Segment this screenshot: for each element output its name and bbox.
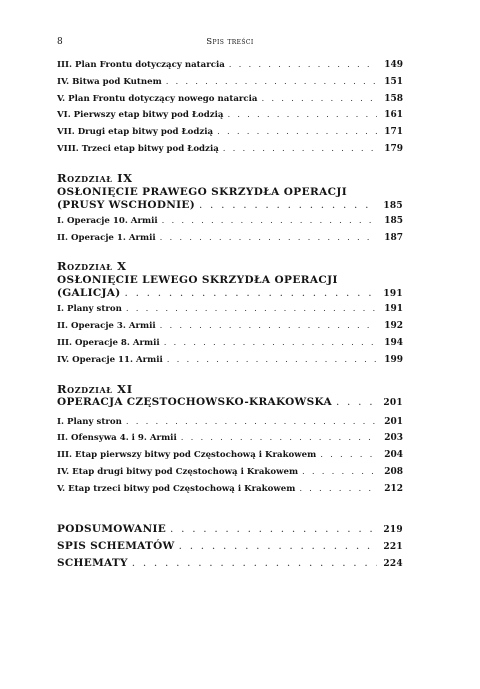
chapter-heading: Rozdział IX (57, 170, 133, 185)
dot-leader (126, 304, 377, 314)
toc-entry[interactable] (57, 450, 403, 467)
toc-entry-page: 201 (384, 416, 403, 427)
chapter-title-cont: (PRUSY WSCHODNIE) (57, 198, 195, 211)
toc-entry-page: 224 (383, 558, 403, 569)
chapter-title: OPERACJA CZĘSTOCHOWSKO-KRAKOWSKA (57, 395, 332, 408)
toc-entry-label: V. Plan Frontu dotyczący nowego natarcia (57, 93, 258, 104)
toc-entry-page: 185 (383, 200, 403, 211)
toc-entry[interactable] (57, 484, 403, 501)
toc-entry-label: IV. Operacje 11. Armii (57, 354, 163, 365)
toc-entry-page: 201 (383, 397, 403, 408)
toc-entry-page: 199 (384, 354, 403, 365)
toc-entry[interactable] (57, 467, 403, 484)
dot-leader (227, 110, 377, 120)
dot-leader (217, 127, 377, 137)
dot-leader (164, 338, 377, 348)
toc-entry[interactable] (57, 304, 403, 321)
chapter-heading: Rozdział XI (57, 381, 133, 396)
toc-backmatter-entry[interactable] (57, 557, 403, 574)
toc-entry[interactable] (57, 321, 403, 338)
toc-entry-label: VII. Drugi etap bitwy pod Łodzią (57, 127, 214, 138)
table-of-contents (57, 60, 403, 574)
toc-entry-page: 192 (384, 321, 403, 332)
toc-entry-page: 203 (384, 433, 403, 444)
dot-leader (132, 557, 377, 569)
toc-entry-page: 219 (383, 524, 403, 535)
dot-leader (162, 216, 377, 226)
chapter-title: OSŁONIĘCIE PRAWEGO SKRZYDŁA OPERACJI (57, 185, 348, 198)
toc-entry-label: SPIS SCHEMATÓW (57, 539, 175, 552)
toc-entry-label: VIII. Trzeci etap bitwy pod Łodzią (57, 143, 219, 154)
toc-entry-page: 171 (384, 127, 403, 138)
toc-entry-label: SCHEMATY (57, 556, 128, 569)
dot-leader (199, 199, 377, 211)
toc-entry[interactable] (57, 433, 403, 450)
toc-entry[interactable] (57, 60, 403, 77)
toc-entry-page: 149 (384, 60, 403, 70)
toc-chapter-entry[interactable] (57, 396, 403, 413)
dot-leader (320, 450, 377, 460)
toc-entry-page: 191 (383, 289, 403, 300)
dot-leader (336, 396, 377, 408)
toc-entry-label: II. Ofensywa 4. i 9. Armii (57, 433, 177, 444)
toc-entry[interactable] (57, 110, 403, 127)
dot-leader (181, 433, 377, 443)
toc-entry-label: III. Plan Frontu dotyczący natarcia (57, 60, 225, 70)
chapter-heading: Rozdział X (57, 259, 127, 274)
toc-entry[interactable] (57, 144, 403, 161)
dot-leader (167, 355, 377, 365)
dot-leader (170, 523, 377, 535)
toc-entry-page: 185 (384, 215, 403, 226)
toc-entry[interactable] (57, 127, 403, 144)
toc-entry[interactable] (57, 233, 403, 250)
dot-leader (261, 94, 377, 104)
dot-leader (125, 287, 377, 299)
toc-entry-page: 191 (384, 304, 403, 315)
dot-leader (166, 77, 377, 87)
dot-leader (160, 233, 377, 243)
toc-chapter-entry[interactable] (57, 199, 403, 216)
toc-backmatter-entry[interactable] (57, 540, 403, 557)
toc-entry-page: 208 (384, 466, 403, 477)
dot-leader (160, 321, 377, 331)
toc-entry-page: 194 (384, 337, 403, 348)
toc-entry-label: I. Plany stron (57, 304, 122, 315)
chapter-title: OSŁONIĘCIE LEWEGO SKRZYDŁA OPERACJI (57, 274, 338, 287)
dot-leader (223, 144, 377, 154)
dot-leader (299, 484, 377, 494)
dot-leader (229, 60, 377, 70)
toc-entry-label: I. Plany stron (57, 416, 122, 427)
toc-entry[interactable] (57, 94, 403, 111)
toc-entry-page: 212 (384, 483, 403, 494)
toc-entry-page: 204 (384, 450, 403, 461)
toc-entry-page: 158 (384, 93, 403, 104)
toc-entry-page: 151 (384, 76, 403, 87)
toc-entry-label: I. Operacje 10. Armii (57, 215, 158, 226)
dot-leader (302, 467, 377, 477)
toc-entry-page: 221 (383, 541, 403, 552)
toc-entry-label: IV. Etap drugi bitwy pod Częstochową i Krakowem (57, 466, 299, 477)
running-title: Spis treści (206, 37, 254, 47)
toc-chapter-entry[interactable] (57, 287, 403, 304)
toc-entry-label: VI. Pierwszy etap bitwy pod Łodzią (57, 110, 224, 121)
dot-leader (179, 540, 377, 552)
toc-entry-label: IV. Bitwa pod Kutnem (57, 76, 162, 87)
toc-entry[interactable] (57, 417, 403, 434)
toc-entry-label: II. Operacje 1. Armii (57, 232, 156, 243)
toc-entry[interactable] (57, 216, 403, 233)
running-header (57, 36, 403, 48)
toc-entry[interactable] (57, 355, 403, 372)
toc-entry[interactable] (57, 338, 403, 355)
toc-entry[interactable] (57, 77, 403, 94)
chapter-title-cont: (GALICJA) (57, 287, 121, 300)
toc-entry-label: PODSUMOWANIE (57, 522, 167, 535)
toc-entry-label: II. Operacje 3. Armii (57, 321, 156, 332)
dot-leader (126, 417, 377, 427)
toc-entry-label: V. Etap trzeci bitwy pod Częstochową i Krakowem (57, 483, 296, 494)
toc-entry-page: 179 (384, 143, 403, 154)
toc-entry-label: III. Etap pierwszy bitwy pod Częstochową i Krakowem (57, 450, 317, 461)
page-number: 8 (57, 37, 63, 47)
toc-entry-page: 161 (384, 110, 403, 121)
toc-backmatter-entry[interactable] (57, 523, 403, 540)
toc-entry-label: III. Operacje 8. Armii (57, 337, 160, 348)
toc-entry-page: 187 (384, 232, 403, 243)
